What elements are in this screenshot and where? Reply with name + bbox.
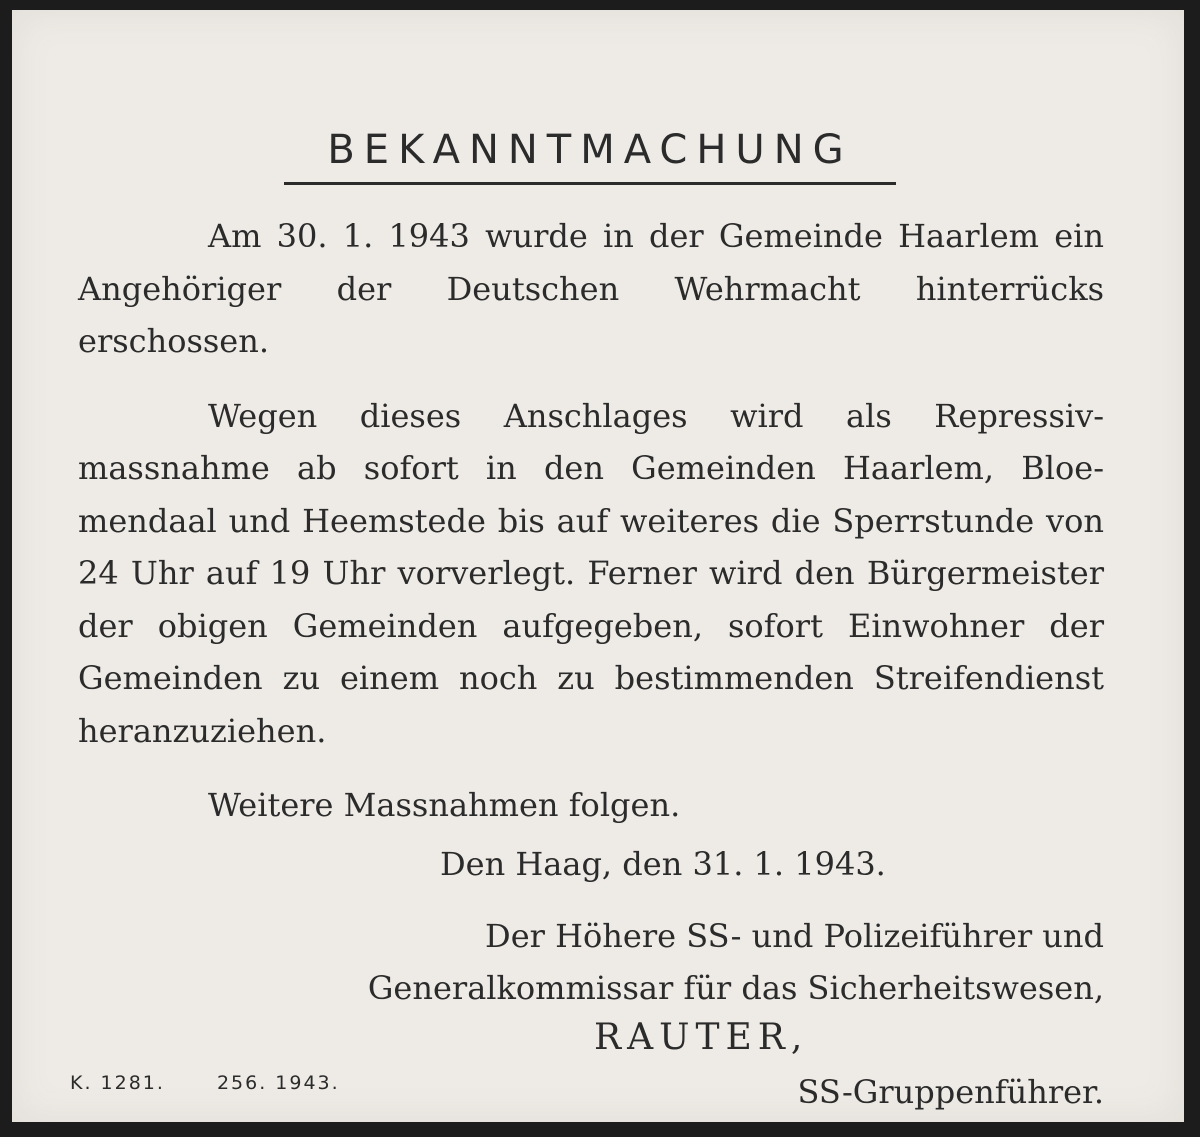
signatory-title-line-2: Generalkommissar für das Sicherheitswesen, — [367, 969, 1104, 1007]
signatory-title-line-1: Der Höhere SS- und Polizeiführer und — [485, 917, 1104, 955]
paragraph-further-measures: Weitere Massnahmen folgen. — [208, 786, 681, 824]
paragraph-incident: Am 30. 1. 1943 wurde in der Gemeinde Haarlem ein Angehöriger der Deutschen Wehrmacht hinterrücks erschossen. — [78, 217, 1104, 360]
signatory-rank: SS-Gruppenführer. — [797, 1073, 1104, 1111]
place-date: Den Haag, den 31. 1. 1943. — [440, 845, 886, 883]
notice-body — [78, 210, 1104, 832]
notice-sheet — [12, 10, 1184, 1122]
print-ref-code: K. 1281. — [70, 1072, 165, 1094]
paragraph-measures: Wegen dieses Anschlages wird als Repressivmassnahme ab sofort in den Gemeinden Haarlem, Bloemendaal und Heemstede bis auf weiteres die Sperrstunde von 24 Uhr auf 19 Uhr vorverlegt. Ferner wird den Bürgermeister der obigen Gemeinden aufgegeben, sofort Einwohner der Gemeinden zu einem noch zu bestimmenden Streifendienst heranzuziehen. — [78, 396, 1104, 750]
signatory-name: RAUTER, — [594, 1017, 809, 1058]
print-ref-number: 256. 1943. — [216, 1072, 340, 1094]
notice-title: BEKANNTMACHUNG — [284, 120, 896, 185]
print-reference — [70, 1068, 340, 1098]
